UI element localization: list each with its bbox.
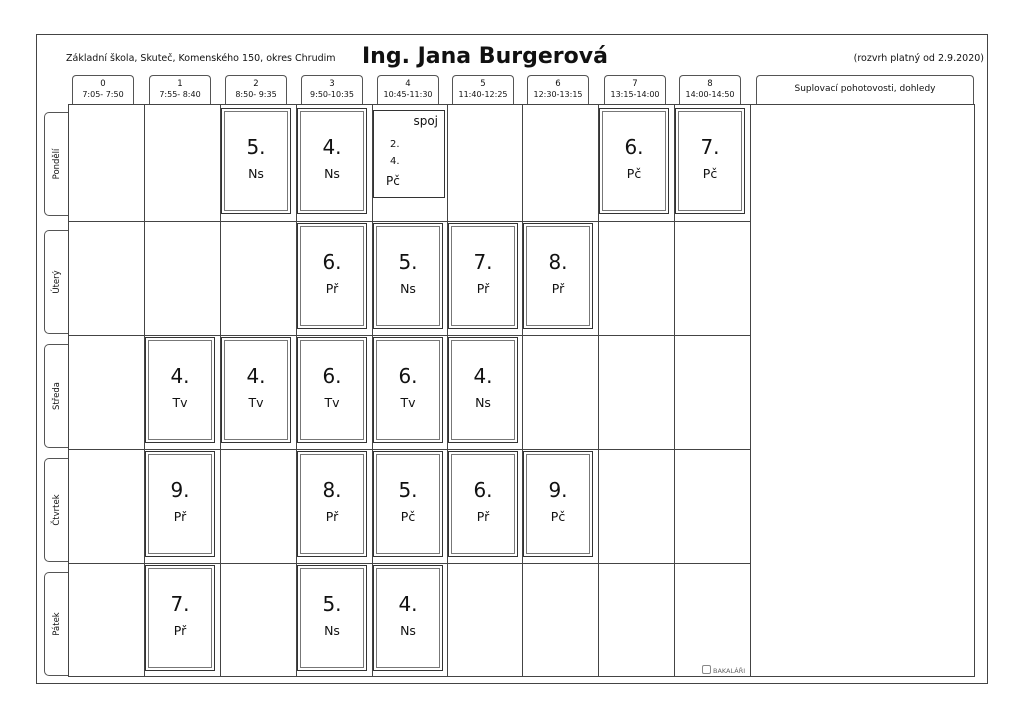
day-label: Čtvrtek [51, 494, 62, 526]
period-time: 9:50-10:35 [310, 90, 354, 99]
lesson-mon-p3[interactable] [297, 108, 367, 214]
period-header-3 [301, 75, 363, 104]
lesson-thu-p1[interactable] [145, 451, 215, 557]
day-tab-tuesday [44, 230, 68, 334]
period-header-8 [679, 75, 741, 104]
grid-row-divider [68, 335, 751, 336]
day-tab-thursday [44, 458, 68, 562]
lesson-subject: Tv [248, 395, 264, 410]
lesson-subject: Tv [400, 395, 416, 410]
day-label: Úterý [51, 270, 62, 294]
combined-class-2: 4. [390, 156, 400, 167]
period-time: 7:55- 8:40 [159, 90, 201, 99]
lesson-subject: Př [551, 281, 565, 296]
combined-subject: Pč [386, 174, 400, 188]
lesson-wed-p3[interactable] [297, 337, 367, 443]
lesson-subject: Ns [475, 395, 491, 410]
period-number: 6 [555, 79, 561, 89]
period-header-6 [527, 75, 589, 104]
period-header-2 [225, 75, 287, 104]
lesson-tue-p4[interactable] [373, 223, 443, 329]
lesson-class: 9. [548, 478, 568, 502]
period-number: 7 [632, 79, 638, 89]
period-number: 1 [177, 79, 183, 89]
lesson-class: 8. [548, 250, 568, 274]
lesson-wed-p1[interactable] [145, 337, 215, 443]
lesson-fri-p4[interactable] [373, 565, 443, 671]
lesson-mon-p7[interactable] [599, 108, 669, 214]
grid-column-divider [750, 104, 751, 677]
lesson-class: 7. [170, 592, 190, 616]
lesson-mon-p2[interactable] [221, 108, 291, 214]
period-header-7 [604, 75, 666, 104]
period-number: 3 [329, 79, 335, 89]
period-number: 4 [405, 79, 411, 89]
combined-class-1: 2. [390, 139, 400, 150]
lesson-fri-p1[interactable] [145, 565, 215, 671]
lesson-tue-p6[interactable] [523, 223, 593, 329]
lesson-wed-p4[interactable] [373, 337, 443, 443]
combined-label: spoj [413, 114, 438, 128]
lesson-subject: Pč [702, 166, 718, 181]
lesson-class: 4. [246, 364, 266, 388]
lesson-class: 4. [170, 364, 190, 388]
lesson-subject: Ns [248, 166, 264, 181]
period-time: 14:00-14:50 [685, 90, 735, 99]
lesson-subject: Tv [172, 395, 188, 410]
bakalari-brand [702, 665, 745, 675]
grid-column-divider [522, 104, 523, 677]
lesson-tue-p3[interactable] [297, 223, 367, 329]
period-time: 10:45-11:30 [383, 90, 433, 99]
lesson-fri-p3[interactable] [297, 565, 367, 671]
lesson-class: 6. [473, 478, 493, 502]
lesson-tue-p5[interactable] [448, 223, 518, 329]
lesson-thu-p4[interactable] [373, 451, 443, 557]
lesson-thu-p3[interactable] [297, 451, 367, 557]
brand-label: BAKALÁŘI [713, 667, 746, 675]
lesson-class: 5. [246, 135, 266, 159]
lesson-subject: Př [325, 281, 339, 296]
lesson-subject: Pč [626, 166, 642, 181]
lesson-class: 7. [700, 135, 720, 159]
lesson-class: 7. [473, 250, 493, 274]
lesson-mon-p8[interactable] [675, 108, 745, 214]
period-header-4 [377, 75, 439, 104]
lesson-class: 6. [322, 364, 342, 388]
dohledy-header: Suplovací pohotovosti, dohledy [756, 75, 974, 104]
lesson-thu-p5[interactable] [448, 451, 518, 557]
lesson-subject: Pč [550, 509, 566, 524]
lesson-subject: Ns [400, 623, 416, 638]
day-tab-wednesday [44, 344, 68, 448]
lesson-subject: Př [476, 281, 490, 296]
school-name: Základní škola, Skuteč, Komenského 150, okres Chrudim [66, 53, 336, 64]
lesson-subject: Ns [400, 281, 416, 296]
day-label: Středa [51, 382, 62, 410]
lesson-class: 8. [322, 478, 342, 502]
lesson-subject: Př [173, 509, 187, 524]
day-label: Pondělí [51, 148, 62, 180]
lesson-mon-p4-combined[interactable] [373, 110, 445, 198]
lesson-class: 6. [398, 364, 418, 388]
lesson-thu-p6[interactable] [523, 451, 593, 557]
teacher-name: Ing. Jana Burgerová [362, 44, 608, 69]
period-number: 5 [480, 79, 486, 89]
day-tab-monday [44, 112, 68, 216]
period-time: 11:40-12:25 [458, 90, 508, 99]
period-time: 13:15-14:00 [610, 90, 660, 99]
lesson-wed-p2[interactable] [221, 337, 291, 443]
lesson-subject: Tv [324, 395, 340, 410]
lesson-class: 5. [322, 592, 342, 616]
lesson-subject: Př [325, 509, 339, 524]
period-time: 8:50- 9:35 [235, 90, 277, 99]
grid-row-divider [68, 563, 751, 564]
day-tab-friday [44, 572, 68, 676]
lesson-class: 5. [398, 250, 418, 274]
day-label: Pátek [51, 612, 62, 636]
lesson-class: 4. [473, 364, 493, 388]
lesson-subject: Ns [324, 166, 340, 181]
grid-row-divider [68, 449, 751, 450]
lesson-class: 4. [322, 135, 342, 159]
validity-date: (rozvrh platný od 2.9.2020) [853, 53, 984, 64]
lesson-class: 4. [398, 592, 418, 616]
period-number: 0 [100, 79, 106, 89]
lesson-class: 6. [322, 250, 342, 274]
lesson-subject: Př [476, 509, 490, 524]
period-time: 7:05- 7:50 [82, 90, 124, 99]
grid-row-divider [68, 221, 751, 222]
lesson-subject: Pč [400, 509, 416, 524]
period-header-1 [149, 75, 211, 104]
lesson-class: 5. [398, 478, 418, 502]
lesson-subject: Ns [324, 623, 340, 638]
period-number: 8 [707, 79, 713, 89]
period-header-5 [452, 75, 514, 104]
lesson-class: 9. [170, 478, 190, 502]
period-time: 12:30-13:15 [533, 90, 583, 99]
lesson-subject: Př [173, 623, 187, 638]
period-header-0 [72, 75, 134, 104]
lesson-class: 6. [624, 135, 644, 159]
lesson-wed-p5[interactable] [448, 337, 518, 443]
period-number: 2 [253, 79, 259, 89]
bakalari-logo-icon [702, 665, 711, 674]
